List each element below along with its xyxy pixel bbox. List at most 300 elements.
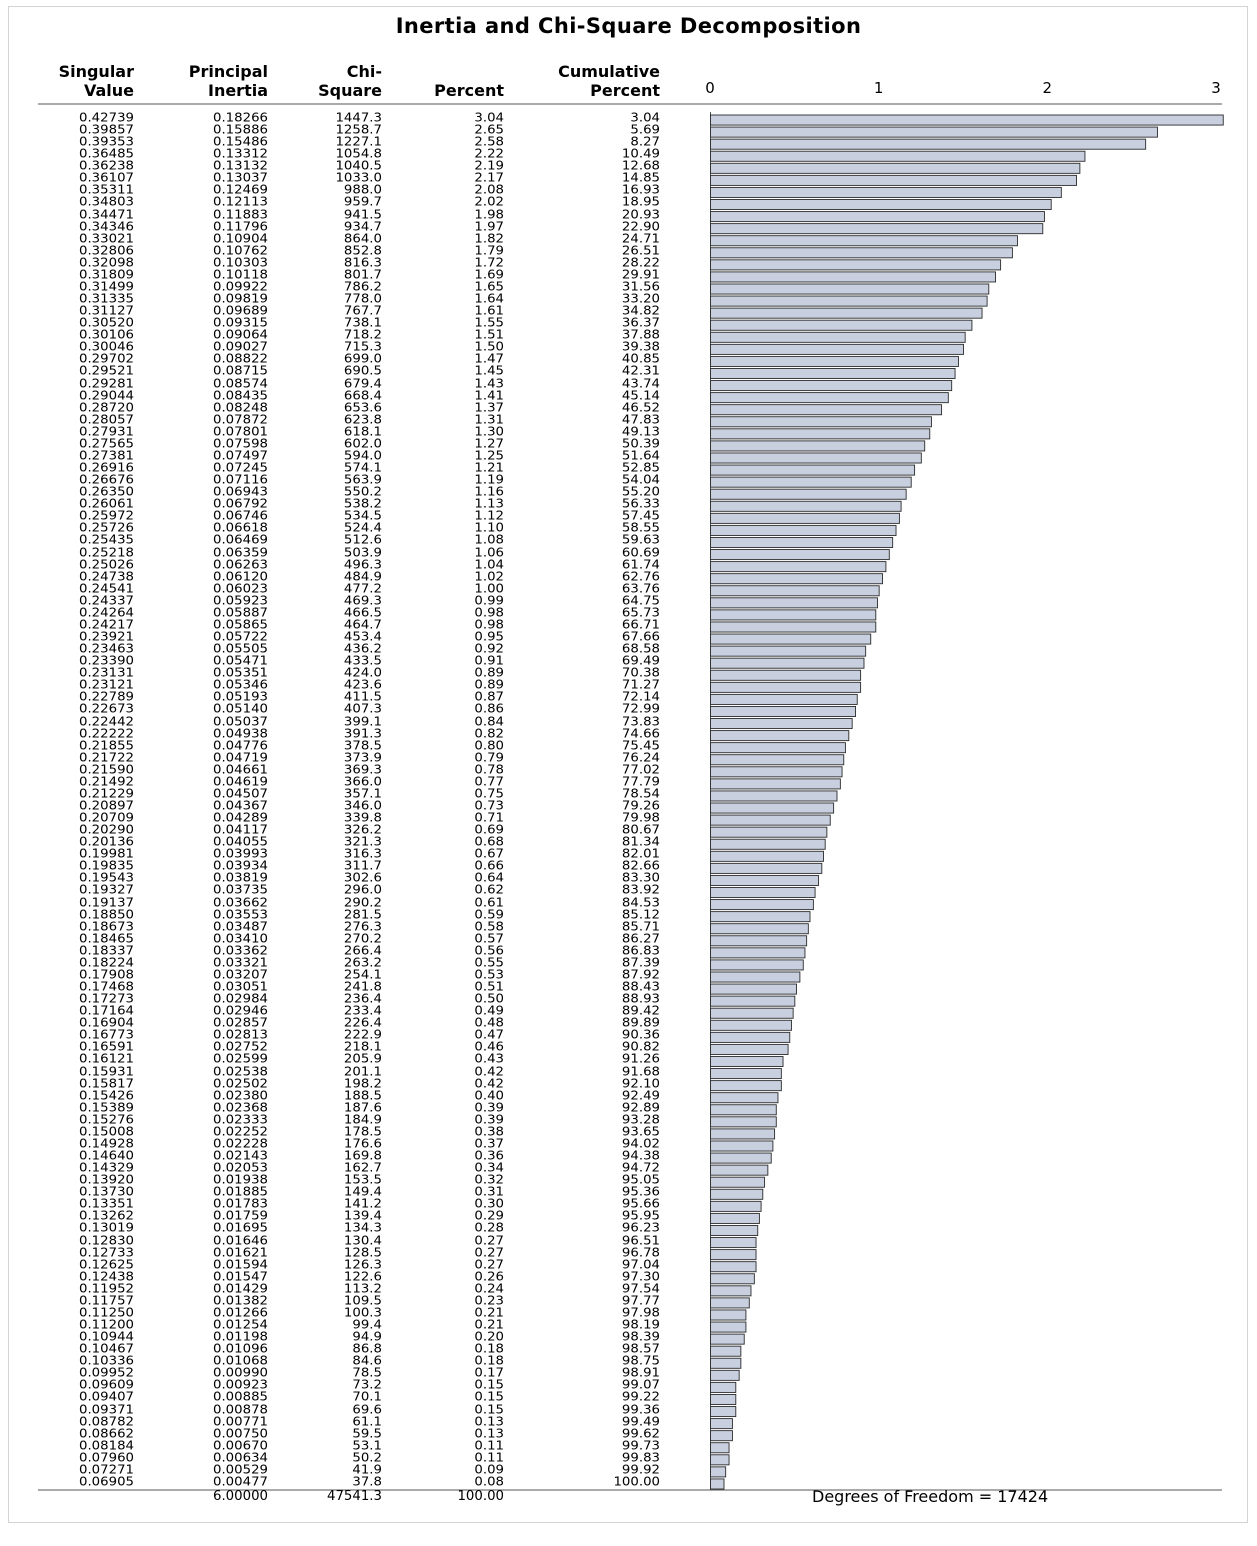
bar bbox=[711, 1056, 784, 1066]
cell-chi-square: 618.1 bbox=[343, 425, 382, 440]
cell-percent: 1.98 bbox=[474, 208, 504, 222]
cell-singular-value: 0.07960 bbox=[79, 1451, 134, 1466]
cell-cumulative-percent: 60.69 bbox=[621, 546, 660, 560]
cell-singular-value: 0.36107 bbox=[79, 172, 134, 186]
cell-percent: 3.04 bbox=[474, 111, 504, 126]
cell-chi-square: 767.7 bbox=[343, 304, 382, 319]
cell-chi-square: 99.4 bbox=[352, 1318, 382, 1333]
cell-cumulative-percent: 69.49 bbox=[621, 654, 660, 669]
cell-principal-inertia: 0.13132 bbox=[213, 160, 268, 174]
cell-percent: 0.73 bbox=[474, 799, 504, 814]
cell-singular-value: 0.26916 bbox=[79, 461, 134, 476]
cell-chi-square: 484.9 bbox=[343, 570, 382, 584]
cell-percent: 0.66 bbox=[474, 860, 504, 874]
cell-cumulative-percent: 59.63 bbox=[621, 534, 660, 548]
cell-singular-value: 0.23121 bbox=[79, 679, 134, 693]
cell-percent: 0.87 bbox=[474, 691, 504, 705]
cell-chi-square: 70.1 bbox=[352, 1391, 382, 1405]
cell-percent: 1.37 bbox=[474, 401, 504, 415]
header-cum-line1: Cumulative bbox=[558, 62, 660, 81]
cell-chi-square: 233.4 bbox=[343, 1004, 382, 1019]
cell-principal-inertia: 0.00477 bbox=[213, 1475, 268, 1490]
cell-percent: 1.13 bbox=[474, 498, 504, 512]
cell-singular-value: 0.33021 bbox=[79, 232, 134, 246]
bar bbox=[711, 115, 1224, 125]
cell-principal-inertia: 0.10762 bbox=[213, 244, 268, 259]
chart-title: Inertia and Chi-Square Decomposition bbox=[395, 14, 862, 38]
cell-chi-square: 130.4 bbox=[343, 1234, 382, 1248]
cell-cumulative-percent: 51.64 bbox=[621, 449, 660, 464]
bar bbox=[711, 308, 983, 318]
bar bbox=[711, 344, 964, 354]
cell-cumulative-percent: 87.39 bbox=[621, 956, 660, 971]
cell-chi-square: 73.2 bbox=[352, 1379, 382, 1393]
cell-percent: 0.39 bbox=[474, 1113, 504, 1128]
cell-cumulative-percent: 94.02 bbox=[621, 1137, 660, 1152]
bar bbox=[711, 1382, 736, 1392]
cell-chi-square: 50.2 bbox=[352, 1451, 382, 1466]
cell-singular-value: 0.24337 bbox=[79, 594, 134, 609]
bar bbox=[711, 1020, 792, 1030]
cell-cumulative-percent: 82.01 bbox=[621, 848, 660, 862]
cell-singular-value: 0.14928 bbox=[79, 1137, 134, 1152]
bar bbox=[711, 887, 816, 897]
cell-singular-value: 0.09407 bbox=[79, 1391, 134, 1405]
cell-principal-inertia: 0.02333 bbox=[213, 1113, 268, 1128]
cell-principal-inertia: 0.01382 bbox=[213, 1294, 268, 1309]
cell-singular-value: 0.08782 bbox=[79, 1415, 134, 1429]
cell-cumulative-percent: 98.91 bbox=[621, 1367, 660, 1381]
cell-percent: 0.62 bbox=[474, 884, 504, 898]
cell-singular-value: 0.20136 bbox=[79, 836, 134, 850]
bar bbox=[711, 550, 890, 560]
cell-percent: 0.36 bbox=[474, 1149, 504, 1164]
cell-singular-value: 0.27565 bbox=[79, 437, 134, 452]
bar bbox=[711, 525, 897, 535]
cell-principal-inertia: 0.07872 bbox=[213, 413, 268, 428]
cell-principal-inertia: 0.05923 bbox=[213, 594, 268, 609]
cell-chi-square: 141.2 bbox=[343, 1198, 382, 1212]
bar bbox=[711, 936, 807, 946]
cell-cumulative-percent: 83.30 bbox=[621, 872, 660, 886]
cell-percent: 1.82 bbox=[474, 232, 504, 246]
cell-singular-value: 0.21590 bbox=[79, 763, 134, 778]
bar bbox=[711, 1069, 782, 1079]
cell-singular-value: 0.11757 bbox=[79, 1294, 134, 1309]
bar bbox=[711, 139, 1146, 149]
cell-cumulative-percent: 81.34 bbox=[621, 836, 660, 850]
cell-principal-inertia: 0.02228 bbox=[213, 1137, 268, 1152]
cell-singular-value: 0.18673 bbox=[79, 920, 134, 934]
cell-percent: 0.29 bbox=[474, 1210, 504, 1224]
cell-percent: 0.68 bbox=[474, 836, 504, 850]
cell-cumulative-percent: 12.68 bbox=[621, 160, 660, 174]
cell-percent: 0.27 bbox=[474, 1258, 504, 1272]
cell-principal-inertia: 0.04117 bbox=[213, 823, 268, 838]
cell-singular-value: 0.23390 bbox=[79, 654, 134, 669]
cell-singular-value: 0.19137 bbox=[79, 896, 134, 910]
cell-principal-inertia: 0.02143 bbox=[213, 1149, 268, 1164]
cell-principal-inertia: 0.06263 bbox=[213, 558, 268, 572]
cell-percent: 0.47 bbox=[474, 1029, 504, 1043]
bar bbox=[711, 1213, 760, 1223]
cell-percent: 1.50 bbox=[474, 341, 504, 355]
cell-principal-inertia: 0.02538 bbox=[213, 1065, 268, 1079]
cell-chi-square: 623.8 bbox=[343, 413, 382, 428]
bar bbox=[711, 912, 811, 922]
cell-chi-square: 469.3 bbox=[343, 594, 382, 609]
cell-cumulative-percent: 98.75 bbox=[621, 1355, 660, 1369]
cell-principal-inertia: 0.13312 bbox=[213, 148, 268, 162]
bar bbox=[711, 1032, 790, 1042]
cell-percent: 2.19 bbox=[474, 160, 504, 174]
cell-chi-square: 959.7 bbox=[343, 196, 382, 210]
cell-cumulative-percent: 97.54 bbox=[621, 1282, 660, 1297]
cell-percent: 0.30 bbox=[474, 1198, 504, 1212]
cell-chi-square: 436.2 bbox=[343, 642, 382, 657]
cell-singular-value: 0.31335 bbox=[79, 292, 134, 307]
cell-chi-square: 699.0 bbox=[343, 353, 382, 367]
cell-principal-inertia: 0.01254 bbox=[213, 1318, 268, 1333]
cell-percent: 0.08 bbox=[474, 1475, 504, 1490]
bar bbox=[711, 441, 925, 451]
bar bbox=[711, 972, 800, 982]
cell-cumulative-percent: 31.56 bbox=[621, 280, 660, 295]
cell-percent: 0.92 bbox=[474, 642, 504, 657]
cell-cumulative-percent: 88.43 bbox=[621, 980, 660, 995]
bar bbox=[711, 719, 853, 729]
cell-cumulative-percent: 57.45 bbox=[621, 510, 660, 524]
cell-percent: 0.56 bbox=[474, 944, 504, 959]
bar bbox=[711, 1105, 777, 1115]
cell-principal-inertia: 0.10303 bbox=[213, 256, 268, 271]
bar bbox=[711, 417, 932, 427]
cell-singular-value: 0.17164 bbox=[79, 1004, 134, 1019]
bar bbox=[711, 272, 996, 282]
cell-chi-square: 276.3 bbox=[343, 920, 382, 934]
cell-chi-square: 53.1 bbox=[352, 1439, 382, 1454]
cell-percent: 0.23 bbox=[474, 1294, 504, 1309]
cell-percent: 0.32 bbox=[474, 1173, 504, 1188]
cell-principal-inertia: 0.09819 bbox=[213, 292, 268, 307]
cell-principal-inertia: 0.05471 bbox=[213, 654, 268, 669]
cell-singular-value: 0.23921 bbox=[79, 630, 134, 645]
bar bbox=[711, 513, 900, 523]
cell-chi-square: 153.5 bbox=[343, 1173, 382, 1188]
cell-cumulative-percent: 90.36 bbox=[621, 1029, 660, 1043]
cell-singular-value: 0.21492 bbox=[79, 775, 134, 790]
cell-principal-inertia: 0.02984 bbox=[213, 992, 268, 1007]
cell-cumulative-percent: 71.27 bbox=[621, 679, 660, 693]
bar bbox=[711, 296, 988, 306]
cell-percent: 0.48 bbox=[474, 1017, 504, 1031]
cell-singular-value: 0.13920 bbox=[79, 1173, 134, 1188]
cell-cumulative-percent: 36.37 bbox=[621, 316, 660, 331]
bar bbox=[711, 1334, 745, 1344]
bar bbox=[711, 924, 809, 934]
cell-singular-value: 0.20897 bbox=[79, 799, 134, 814]
x-tick-label: 0 bbox=[705, 79, 715, 97]
cell-percent: 1.41 bbox=[474, 389, 504, 403]
cell-singular-value: 0.08184 bbox=[79, 1439, 134, 1454]
cell-chi-square: 176.6 bbox=[343, 1137, 382, 1152]
cell-principal-inertia: 0.01594 bbox=[213, 1258, 268, 1272]
cell-percent: 2.08 bbox=[474, 184, 504, 198]
cell-cumulative-percent: 45.14 bbox=[621, 389, 660, 403]
cell-percent: 0.20 bbox=[474, 1330, 504, 1345]
cell-cumulative-percent: 94.38 bbox=[621, 1149, 660, 1164]
cell-principal-inertia: 0.00750 bbox=[213, 1427, 268, 1441]
cell-singular-value: 0.27931 bbox=[79, 425, 134, 440]
cell-singular-value: 0.29702 bbox=[79, 353, 134, 367]
cell-singular-value: 0.32806 bbox=[79, 244, 134, 259]
cell-chi-square: 281.5 bbox=[343, 908, 382, 922]
cell-chi-square: 69.6 bbox=[352, 1403, 382, 1417]
cell-singular-value: 0.34471 bbox=[79, 208, 134, 222]
cell-chi-square: 653.6 bbox=[343, 401, 382, 415]
cell-principal-inertia: 0.05037 bbox=[213, 715, 268, 729]
header-inertia-line1: Principal bbox=[188, 62, 268, 81]
cell-percent: 2.02 bbox=[474, 196, 504, 210]
cell-cumulative-percent: 46.52 bbox=[621, 401, 660, 415]
cell-singular-value: 0.22442 bbox=[79, 715, 134, 729]
cell-singular-value: 0.35311 bbox=[79, 184, 134, 198]
cell-principal-inertia: 0.01783 bbox=[213, 1198, 268, 1212]
cell-cumulative-percent: 54.04 bbox=[621, 473, 660, 488]
cell-principal-inertia: 0.08574 bbox=[213, 377, 268, 391]
cell-chi-square: 496.3 bbox=[343, 558, 382, 572]
bar bbox=[711, 127, 1158, 137]
cell-chi-square: 778.0 bbox=[343, 292, 382, 307]
bar bbox=[711, 658, 864, 668]
cell-principal-inertia: 0.06618 bbox=[213, 522, 268, 536]
cell-principal-inertia: 0.18266 bbox=[213, 111, 268, 126]
cell-singular-value: 0.16773 bbox=[79, 1029, 134, 1043]
cell-cumulative-percent: 95.05 bbox=[621, 1173, 660, 1188]
header-cum-line2: Percent bbox=[590, 81, 660, 100]
bar bbox=[711, 815, 831, 825]
cell-chi-square: 563.9 bbox=[343, 473, 382, 488]
cell-principal-inertia: 0.09064 bbox=[213, 329, 268, 343]
bar bbox=[711, 1419, 733, 1429]
cell-principal-inertia: 0.07801 bbox=[213, 425, 268, 440]
cell-chi-square: 538.2 bbox=[343, 498, 382, 512]
cell-singular-value: 0.12438 bbox=[79, 1270, 134, 1285]
cell-principal-inertia: 0.00990 bbox=[213, 1367, 268, 1381]
cell-chi-square: 201.1 bbox=[343, 1065, 382, 1079]
cell-principal-inertia: 0.01096 bbox=[213, 1342, 268, 1357]
cell-cumulative-percent: 92.49 bbox=[621, 1089, 660, 1103]
cell-chi-square: 290.2 bbox=[343, 896, 382, 910]
cell-singular-value: 0.36485 bbox=[79, 148, 134, 162]
cell-percent: 1.08 bbox=[474, 534, 504, 548]
cell-cumulative-percent: 78.54 bbox=[621, 787, 660, 802]
bar bbox=[711, 706, 856, 716]
cell-singular-value: 0.26061 bbox=[79, 498, 134, 512]
bar bbox=[711, 803, 834, 813]
cell-principal-inertia: 0.03993 bbox=[213, 848, 268, 862]
cell-singular-value: 0.14640 bbox=[79, 1149, 134, 1164]
cell-chi-square: 378.5 bbox=[343, 739, 382, 753]
cell-principal-inertia: 0.04619 bbox=[213, 775, 268, 790]
cell-chi-square: 236.4 bbox=[343, 992, 382, 1007]
cell-cumulative-percent: 92.89 bbox=[621, 1101, 660, 1116]
cell-chi-square: 128.5 bbox=[343, 1246, 382, 1260]
cell-singular-value: 0.11200 bbox=[79, 1318, 134, 1333]
cell-principal-inertia: 0.12469 bbox=[213, 184, 268, 198]
cell-singular-value: 0.31809 bbox=[79, 268, 134, 283]
bar bbox=[711, 900, 814, 910]
bar bbox=[711, 212, 1045, 222]
cell-cumulative-percent: 14.85 bbox=[621, 172, 660, 186]
cell-percent: 0.50 bbox=[474, 992, 504, 1007]
cell-principal-inertia: 0.03553 bbox=[213, 908, 268, 922]
cell-chi-square: 1227.1 bbox=[335, 135, 382, 150]
cell-percent: 0.78 bbox=[474, 763, 504, 778]
cell-percent: 0.77 bbox=[474, 775, 504, 790]
cell-principal-inertia: 0.09027 bbox=[213, 341, 268, 355]
cell-chi-square: 602.0 bbox=[343, 437, 382, 452]
cell-chi-square: 423.6 bbox=[343, 679, 382, 693]
cell-chi-square: 373.9 bbox=[343, 751, 382, 766]
cell-principal-inertia: 0.06792 bbox=[213, 498, 268, 512]
cell-singular-value: 0.24541 bbox=[79, 582, 134, 597]
cell-singular-value: 0.27381 bbox=[79, 449, 134, 464]
bar bbox=[711, 1093, 778, 1103]
cell-chi-square: 679.4 bbox=[343, 377, 382, 391]
cell-singular-value: 0.10336 bbox=[79, 1355, 134, 1369]
cell-percent: 2.58 bbox=[474, 135, 504, 150]
cell-cumulative-percent: 64.75 bbox=[621, 594, 660, 609]
cell-singular-value: 0.19981 bbox=[79, 848, 134, 862]
cell-cumulative-percent: 85.12 bbox=[621, 908, 660, 922]
cell-principal-inertia: 0.04367 bbox=[213, 799, 268, 814]
cell-singular-value: 0.17273 bbox=[79, 992, 134, 1007]
bar bbox=[711, 791, 838, 801]
cell-chi-square: 134.3 bbox=[343, 1222, 382, 1236]
bar bbox=[711, 1407, 736, 1417]
cell-cumulative-percent: 87.92 bbox=[621, 968, 660, 983]
cell-chi-square: 453.4 bbox=[343, 630, 382, 645]
cell-principal-inertia: 0.02813 bbox=[213, 1029, 268, 1043]
cell-chi-square: 61.1 bbox=[352, 1415, 382, 1429]
cell-percent: 0.26 bbox=[474, 1270, 504, 1285]
cell-cumulative-percent: 43.74 bbox=[621, 377, 660, 391]
bar bbox=[711, 224, 1043, 234]
cell-principal-inertia: 0.00670 bbox=[213, 1439, 268, 1454]
bar bbox=[711, 1358, 741, 1368]
bar bbox=[711, 1443, 730, 1453]
cell-chi-square: 718.2 bbox=[343, 329, 382, 343]
cell-cumulative-percent: 70.38 bbox=[621, 667, 660, 681]
cell-cumulative-percent: 65.73 bbox=[621, 606, 660, 621]
cell-singular-value: 0.11250 bbox=[79, 1306, 134, 1321]
cell-percent: 0.46 bbox=[474, 1041, 504, 1055]
cell-singular-value: 0.34803 bbox=[79, 196, 134, 210]
cell-percent: 1.72 bbox=[474, 256, 504, 271]
cell-percent: 0.58 bbox=[474, 920, 504, 934]
cell-percent: 0.09 bbox=[474, 1463, 504, 1478]
cell-principal-inertia: 0.04289 bbox=[213, 811, 268, 826]
cell-cumulative-percent: 86.27 bbox=[621, 932, 660, 947]
cell-principal-inertia: 0.01759 bbox=[213, 1210, 268, 1224]
cell-singular-value: 0.12625 bbox=[79, 1258, 134, 1272]
bar bbox=[711, 1479, 724, 1489]
cell-percent: 0.38 bbox=[474, 1125, 504, 1140]
cell-chi-square: 59.5 bbox=[352, 1427, 382, 1441]
bar bbox=[711, 1262, 757, 1272]
cell-cumulative-percent: 55.20 bbox=[621, 485, 660, 500]
cell-principal-inertia: 0.03934 bbox=[213, 860, 268, 874]
cell-principal-inertia: 0.04661 bbox=[213, 763, 268, 778]
bar bbox=[711, 755, 844, 765]
cell-chi-square: 296.0 bbox=[343, 884, 382, 898]
cell-percent: 0.13 bbox=[474, 1427, 504, 1441]
cell-chi-square: 139.4 bbox=[343, 1210, 382, 1224]
cell-cumulative-percent: 61.74 bbox=[621, 558, 660, 572]
cell-cumulative-percent: 42.31 bbox=[621, 365, 660, 379]
cell-singular-value: 0.18224 bbox=[79, 956, 134, 971]
cell-singular-value: 0.19543 bbox=[79, 872, 134, 886]
cell-cumulative-percent: 99.36 bbox=[621, 1403, 660, 1417]
cell-principal-inertia: 0.03410 bbox=[213, 932, 268, 947]
cell-chi-square: 311.7 bbox=[343, 860, 382, 874]
bar bbox=[711, 187, 1062, 197]
cell-percent: 0.99 bbox=[474, 594, 504, 609]
cell-cumulative-percent: 56.33 bbox=[621, 498, 660, 512]
cell-percent: 0.59 bbox=[474, 908, 504, 922]
cell-percent: 0.34 bbox=[474, 1161, 504, 1176]
cell-singular-value: 0.16121 bbox=[79, 1053, 134, 1067]
cell-singular-value: 0.08662 bbox=[79, 1427, 134, 1441]
cell-principal-inertia: 0.03735 bbox=[213, 884, 268, 898]
cell-singular-value: 0.07271 bbox=[79, 1463, 134, 1478]
cell-singular-value: 0.30520 bbox=[79, 316, 134, 331]
cell-principal-inertia: 0.05140 bbox=[213, 703, 268, 717]
cell-chi-square: 407.3 bbox=[343, 703, 382, 717]
cell-principal-inertia: 0.08822 bbox=[213, 353, 268, 367]
cell-principal-inertia: 0.01885 bbox=[213, 1186, 268, 1200]
cell-singular-value: 0.16591 bbox=[79, 1041, 134, 1055]
cell-percent: 1.64 bbox=[474, 292, 504, 307]
cell-singular-value: 0.22673 bbox=[79, 703, 134, 717]
cell-cumulative-percent: 37.88 bbox=[621, 329, 660, 343]
cell-cumulative-percent: 28.22 bbox=[621, 256, 660, 271]
cell-percent: 1.02 bbox=[474, 570, 504, 584]
cell-singular-value: 0.26350 bbox=[79, 485, 134, 500]
cell-percent: 1.06 bbox=[474, 546, 504, 560]
bar bbox=[711, 694, 858, 704]
cell-principal-inertia: 0.13037 bbox=[213, 172, 268, 186]
cell-cumulative-percent: 66.71 bbox=[621, 618, 660, 633]
cell-percent: 0.21 bbox=[474, 1306, 504, 1321]
cell-cumulative-percent: 34.82 bbox=[621, 304, 660, 319]
cell-principal-inertia: 0.10118 bbox=[213, 268, 268, 283]
cell-cumulative-percent: 18.95 bbox=[621, 196, 660, 210]
cell-chi-square: 1054.8 bbox=[335, 148, 382, 162]
cell-principal-inertia: 0.12113 bbox=[213, 196, 268, 210]
cell-chi-square: 690.5 bbox=[343, 365, 382, 379]
cell-percent: 0.18 bbox=[474, 1342, 504, 1357]
cell-singular-value: 0.19835 bbox=[79, 860, 134, 874]
cell-principal-inertia: 0.03487 bbox=[213, 920, 268, 934]
cell-cumulative-percent: 77.79 bbox=[621, 775, 660, 790]
cell-cumulative-percent: 91.26 bbox=[621, 1053, 660, 1067]
cell-chi-square: 668.4 bbox=[343, 389, 382, 403]
cell-chi-square: 226.4 bbox=[343, 1017, 382, 1031]
cell-cumulative-percent: 99.22 bbox=[621, 1391, 660, 1405]
cell-principal-inertia: 0.02752 bbox=[213, 1041, 268, 1055]
